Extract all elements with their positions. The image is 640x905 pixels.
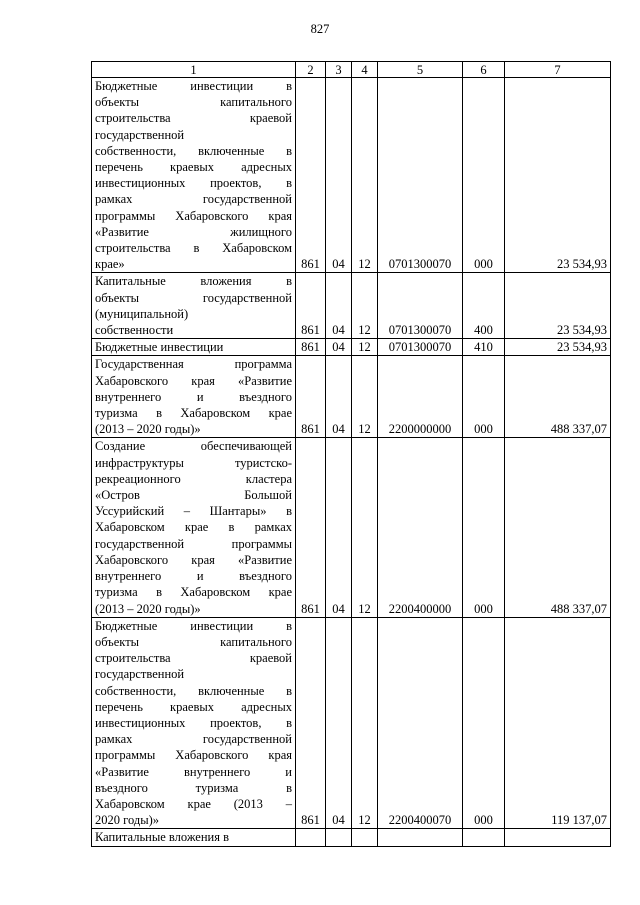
- description-line: рамках государственной: [95, 192, 292, 207]
- description-line: Уссурийский – Шантары» в: [95, 504, 292, 519]
- row-code-subsection: 12: [352, 356, 378, 438]
- row-code-subsection: 12: [352, 438, 378, 617]
- description-line: крае»: [95, 257, 125, 272]
- description-line: собственности, включенные в: [95, 683, 292, 698]
- row-amount: 23 534,93: [505, 339, 611, 356]
- description-line: Бюджетные инвестиции в: [95, 618, 292, 633]
- table-row: [92, 617, 611, 829]
- description-line: объекты государственной: [95, 290, 292, 305]
- row-code-ministry: [296, 829, 326, 846]
- description-line: строительства краевой: [95, 651, 292, 666]
- row-code-ministry: 861: [296, 356, 326, 438]
- row-code-ministry: 861: [296, 438, 326, 617]
- header-col-7: 7: [505, 62, 611, 78]
- description-line: перечень краевых адресных: [95, 699, 292, 714]
- description-line: туризма в Хабаровском крае: [95, 406, 292, 421]
- description-line: инфраструктуры туристско-: [95, 455, 292, 470]
- row-description: [92, 356, 296, 438]
- description-line: «Остров Большой: [95, 488, 292, 503]
- row-code-ministry: 861: [296, 273, 326, 339]
- header-col-2: 2: [296, 62, 326, 78]
- row-code-target: 2200000000: [378, 356, 463, 438]
- row-code-target: [378, 829, 463, 846]
- row-amount: 119 137,07: [505, 617, 611, 829]
- description-line: Бюджетные инвестиции: [95, 340, 224, 355]
- row-code-target: 0701300070: [378, 339, 463, 356]
- description-line: Государственная программа: [95, 357, 292, 372]
- row-amount: 488 337,07: [505, 356, 611, 438]
- row-code-section: 04: [326, 356, 352, 438]
- row-amount: [505, 829, 611, 846]
- header-col-6: 6: [463, 62, 505, 78]
- table-body: [92, 78, 611, 847]
- row-code-expense-type: 410: [463, 339, 505, 356]
- row-code-target: 0701300070: [378, 78, 463, 273]
- description-line: строительства краевой: [95, 111, 292, 126]
- description-line: (муниципальной): [95, 306, 189, 321]
- description-line: государственной: [95, 667, 185, 682]
- row-code-target: 2200400000: [378, 438, 463, 617]
- row-code-section: 04: [326, 438, 352, 617]
- budget-table: [91, 61, 611, 847]
- description-line: Хабаровском крае (2013 –: [95, 796, 292, 811]
- row-code-subsection: 12: [352, 273, 378, 339]
- table-row: [92, 438, 611, 617]
- header-col-3: 3: [326, 62, 352, 78]
- row-code-target: 0701300070: [378, 273, 463, 339]
- row-code-ministry: 861: [296, 339, 326, 356]
- description-line: «Развитие внутреннего и: [95, 764, 292, 779]
- table-row: [92, 356, 611, 438]
- description-line: Капитальные вложения в: [95, 274, 292, 289]
- row-description: [92, 78, 296, 273]
- description-line: «Развитие жилищного: [95, 224, 292, 239]
- row-code-ministry: 861: [296, 617, 326, 829]
- header-col-1: 1: [92, 62, 296, 78]
- header-row: [92, 62, 611, 78]
- description-line: Хабаровского края «Развитие: [95, 373, 292, 388]
- row-code-section: 04: [326, 617, 352, 829]
- row-code-subsection: [352, 829, 378, 846]
- row-code-ministry: 861: [296, 78, 326, 273]
- description-line: собственности, включенные в: [95, 143, 292, 158]
- row-code-expense-type: 000: [463, 78, 505, 273]
- row-description: [92, 339, 296, 356]
- description-line: строительства в Хабаровском: [95, 241, 292, 256]
- row-code-section: 04: [326, 78, 352, 273]
- header-col-5: 5: [378, 62, 463, 78]
- description-line: рамках государственной: [95, 732, 292, 747]
- row-code-expense-type: [463, 829, 505, 846]
- row-code-expense-type: 000: [463, 438, 505, 617]
- row-code-expense-type: 400: [463, 273, 505, 339]
- page-number: 827: [310, 22, 330, 36]
- description-line: Хабаровского края «Развитие: [95, 552, 292, 567]
- row-code-section: 04: [326, 273, 352, 339]
- row-amount: 488 337,07: [505, 438, 611, 617]
- row-description: [92, 273, 296, 339]
- row-description: [92, 829, 296, 846]
- description-line: Капитальные вложения в: [95, 830, 229, 845]
- description-line: Бюджетные инвестиции в: [95, 79, 292, 93]
- row-code-section: [326, 829, 352, 846]
- table-row: [92, 829, 611, 846]
- description-line: объекты капитального: [95, 95, 292, 110]
- row-code-subsection: 12: [352, 617, 378, 829]
- description-line: (2013 – 2020 годы)»: [95, 601, 201, 616]
- row-amount: 23 534,93: [505, 273, 611, 339]
- row-code-subsection: 12: [352, 339, 378, 356]
- description-line: инвестиционных проектов, в: [95, 715, 292, 730]
- description-line: туризма в Хабаровском крае: [95, 585, 292, 600]
- description-line: программы Хабаровского края: [95, 748, 292, 763]
- description-line: объекты капитального: [95, 634, 292, 649]
- table-row: [92, 78, 611, 273]
- description-line: государственной программы: [95, 536, 292, 551]
- description-line: программы Хабаровского края: [95, 208, 292, 223]
- description-line: рекреационного кластера: [95, 471, 292, 486]
- description-line: инвестиционных проектов, в: [95, 176, 292, 191]
- table-header: [92, 62, 611, 78]
- table-row: [92, 273, 611, 339]
- description-line: перечень краевых адресных: [95, 160, 292, 175]
- row-code-expense-type: 000: [463, 356, 505, 438]
- row-code-subsection: 12: [352, 78, 378, 273]
- row-code-expense-type: 000: [463, 617, 505, 829]
- header-col-4: 4: [352, 62, 378, 78]
- table-row: [92, 339, 611, 356]
- description-line: внутреннего и въездного: [95, 389, 292, 404]
- row-description: [92, 438, 296, 617]
- description-line: (2013 – 2020 годы)»: [95, 422, 201, 437]
- row-code-target: 2200400070: [378, 617, 463, 829]
- description-line: внутреннего и въездного: [95, 569, 292, 584]
- description-line: Создание обеспечивающей: [95, 439, 292, 454]
- row-amount: 23 534,93: [505, 78, 611, 273]
- row-code-section: 04: [326, 339, 352, 356]
- description-line: собственности: [95, 323, 174, 338]
- description-line: Хабаровском крае в рамках: [95, 520, 292, 535]
- row-description: [92, 617, 296, 829]
- description-line: въездного туризма в: [95, 780, 292, 795]
- description-line: 2020 годы)»: [95, 813, 160, 828]
- description-line: государственной: [95, 127, 185, 142]
